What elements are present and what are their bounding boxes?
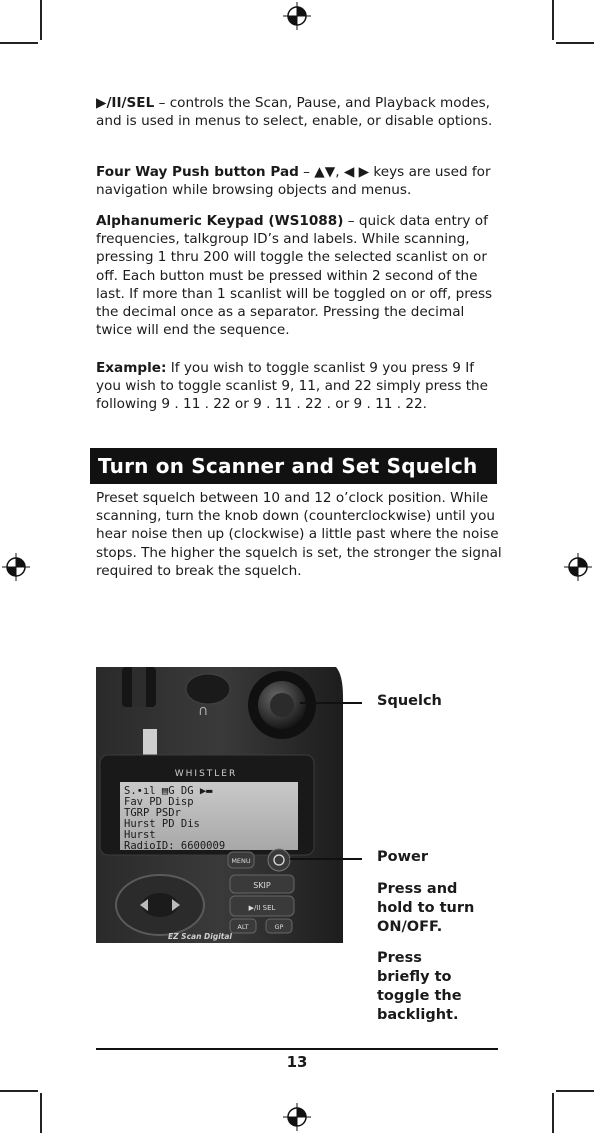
keypad-text: – quick data entry of frequencies, talkgroup ID’s and labels. While scanning, pressing 1 thru 200 will toggle the selected scanlist on or off. Each button must be pressed within 2 second of the last. If more than 1 scanlist will be toggled on or off, press the decimal once as a separator. Pressing the decimal twice will end the sequence.	[96, 213, 493, 339]
brand-logo: WHISTLER	[174, 769, 238, 779]
crop-mark	[0, 42, 38, 44]
crop-mark	[40, 1093, 42, 1133]
crop-mark	[556, 42, 594, 44]
registration-mark-icon	[283, 2, 311, 30]
example-text: If you wish to toggle scanlist 9 you press 9 If you wish to toggle scanlist 9, 11, and 22 simply press the following 9 . 11 . 22 or 9 . 11 . 22 . or 9 . 11 . 22.	[96, 360, 489, 413]
alt-key-label: ALT	[237, 923, 249, 931]
section-heading: Turn on Scanner and Set Squelch	[90, 448, 497, 484]
lcd-line: Fav PD Disp	[124, 796, 194, 808]
crop-mark	[556, 1090, 594, 1092]
sel-key-label: ▶/II SEL	[248, 904, 276, 912]
power-callout: Power	[377, 849, 428, 865]
registration-mark-icon	[283, 1103, 311, 1131]
page-number: 13	[286, 1053, 308, 1071]
footer-rule	[96, 1048, 498, 1050]
lcd-line: TGRP PSDr	[124, 807, 181, 819]
squelch-leader-line	[300, 702, 362, 704]
lcd-line: Hurst	[124, 829, 156, 841]
lcd-line: Hurst PD Dis	[124, 818, 200, 830]
registration-mark-icon	[2, 553, 30, 581]
gp-key-label: GP	[274, 923, 284, 931]
example-term: Example:	[96, 360, 167, 376]
sel-text: – controls the Scan, Pause, and Playback modes, and is used in menus to select, enable, or disable options.	[96, 95, 493, 130]
model-label: EZ Scan Digital	[168, 932, 232, 941]
crop-mark	[0, 1090, 38, 1092]
menu-key-label: MENU	[231, 857, 251, 865]
section-body: Preset squelch between 10 and 12 o’clock position. While scanning, turn the knob down (counterclockwise) until you hear noise then up (clockwise) a little past where the noise stops. The higher the squelch is set, the stronger the signal required to break the squelch.	[96, 490, 502, 579]
registration-mark-icon	[564, 553, 592, 581]
crop-mark	[40, 0, 42, 40]
scanner-illustration	[96, 667, 343, 943]
power-leader-line	[290, 858, 362, 860]
pad-text: – ▲▼, ◀ ▶ keys are used for navigation while browsing objects and menus.	[96, 164, 491, 199]
squelch-callout: Squelch	[377, 693, 442, 709]
press-brief-callout: Press briefly to toggle the backlight.	[377, 950, 462, 1023]
press-hold-callout: Press and hold to turn ON/OFF.	[377, 881, 475, 935]
lcd-line: RadioID: 6600009	[124, 840, 226, 852]
skip-key-label: SKIP	[253, 881, 271, 890]
scanner-photo	[96, 667, 343, 943]
keypad-term: Alphanumeric Keypad (WS1088)	[96, 213, 344, 229]
crop-mark	[552, 1093, 554, 1133]
lcd-line: S.∙ıl ▤G DG ▶▬	[124, 785, 213, 797]
crop-mark	[552, 0, 554, 40]
keypad-description	[96, 212, 502, 339]
svg-text:∩: ∩	[198, 703, 209, 719]
pad-term: Four Way Push button Pad	[96, 164, 299, 180]
sel-term: ▶/II/SEL	[96, 95, 155, 111]
example-description	[96, 359, 502, 414]
sel-description	[96, 94, 502, 130]
pad-description	[96, 163, 502, 199]
